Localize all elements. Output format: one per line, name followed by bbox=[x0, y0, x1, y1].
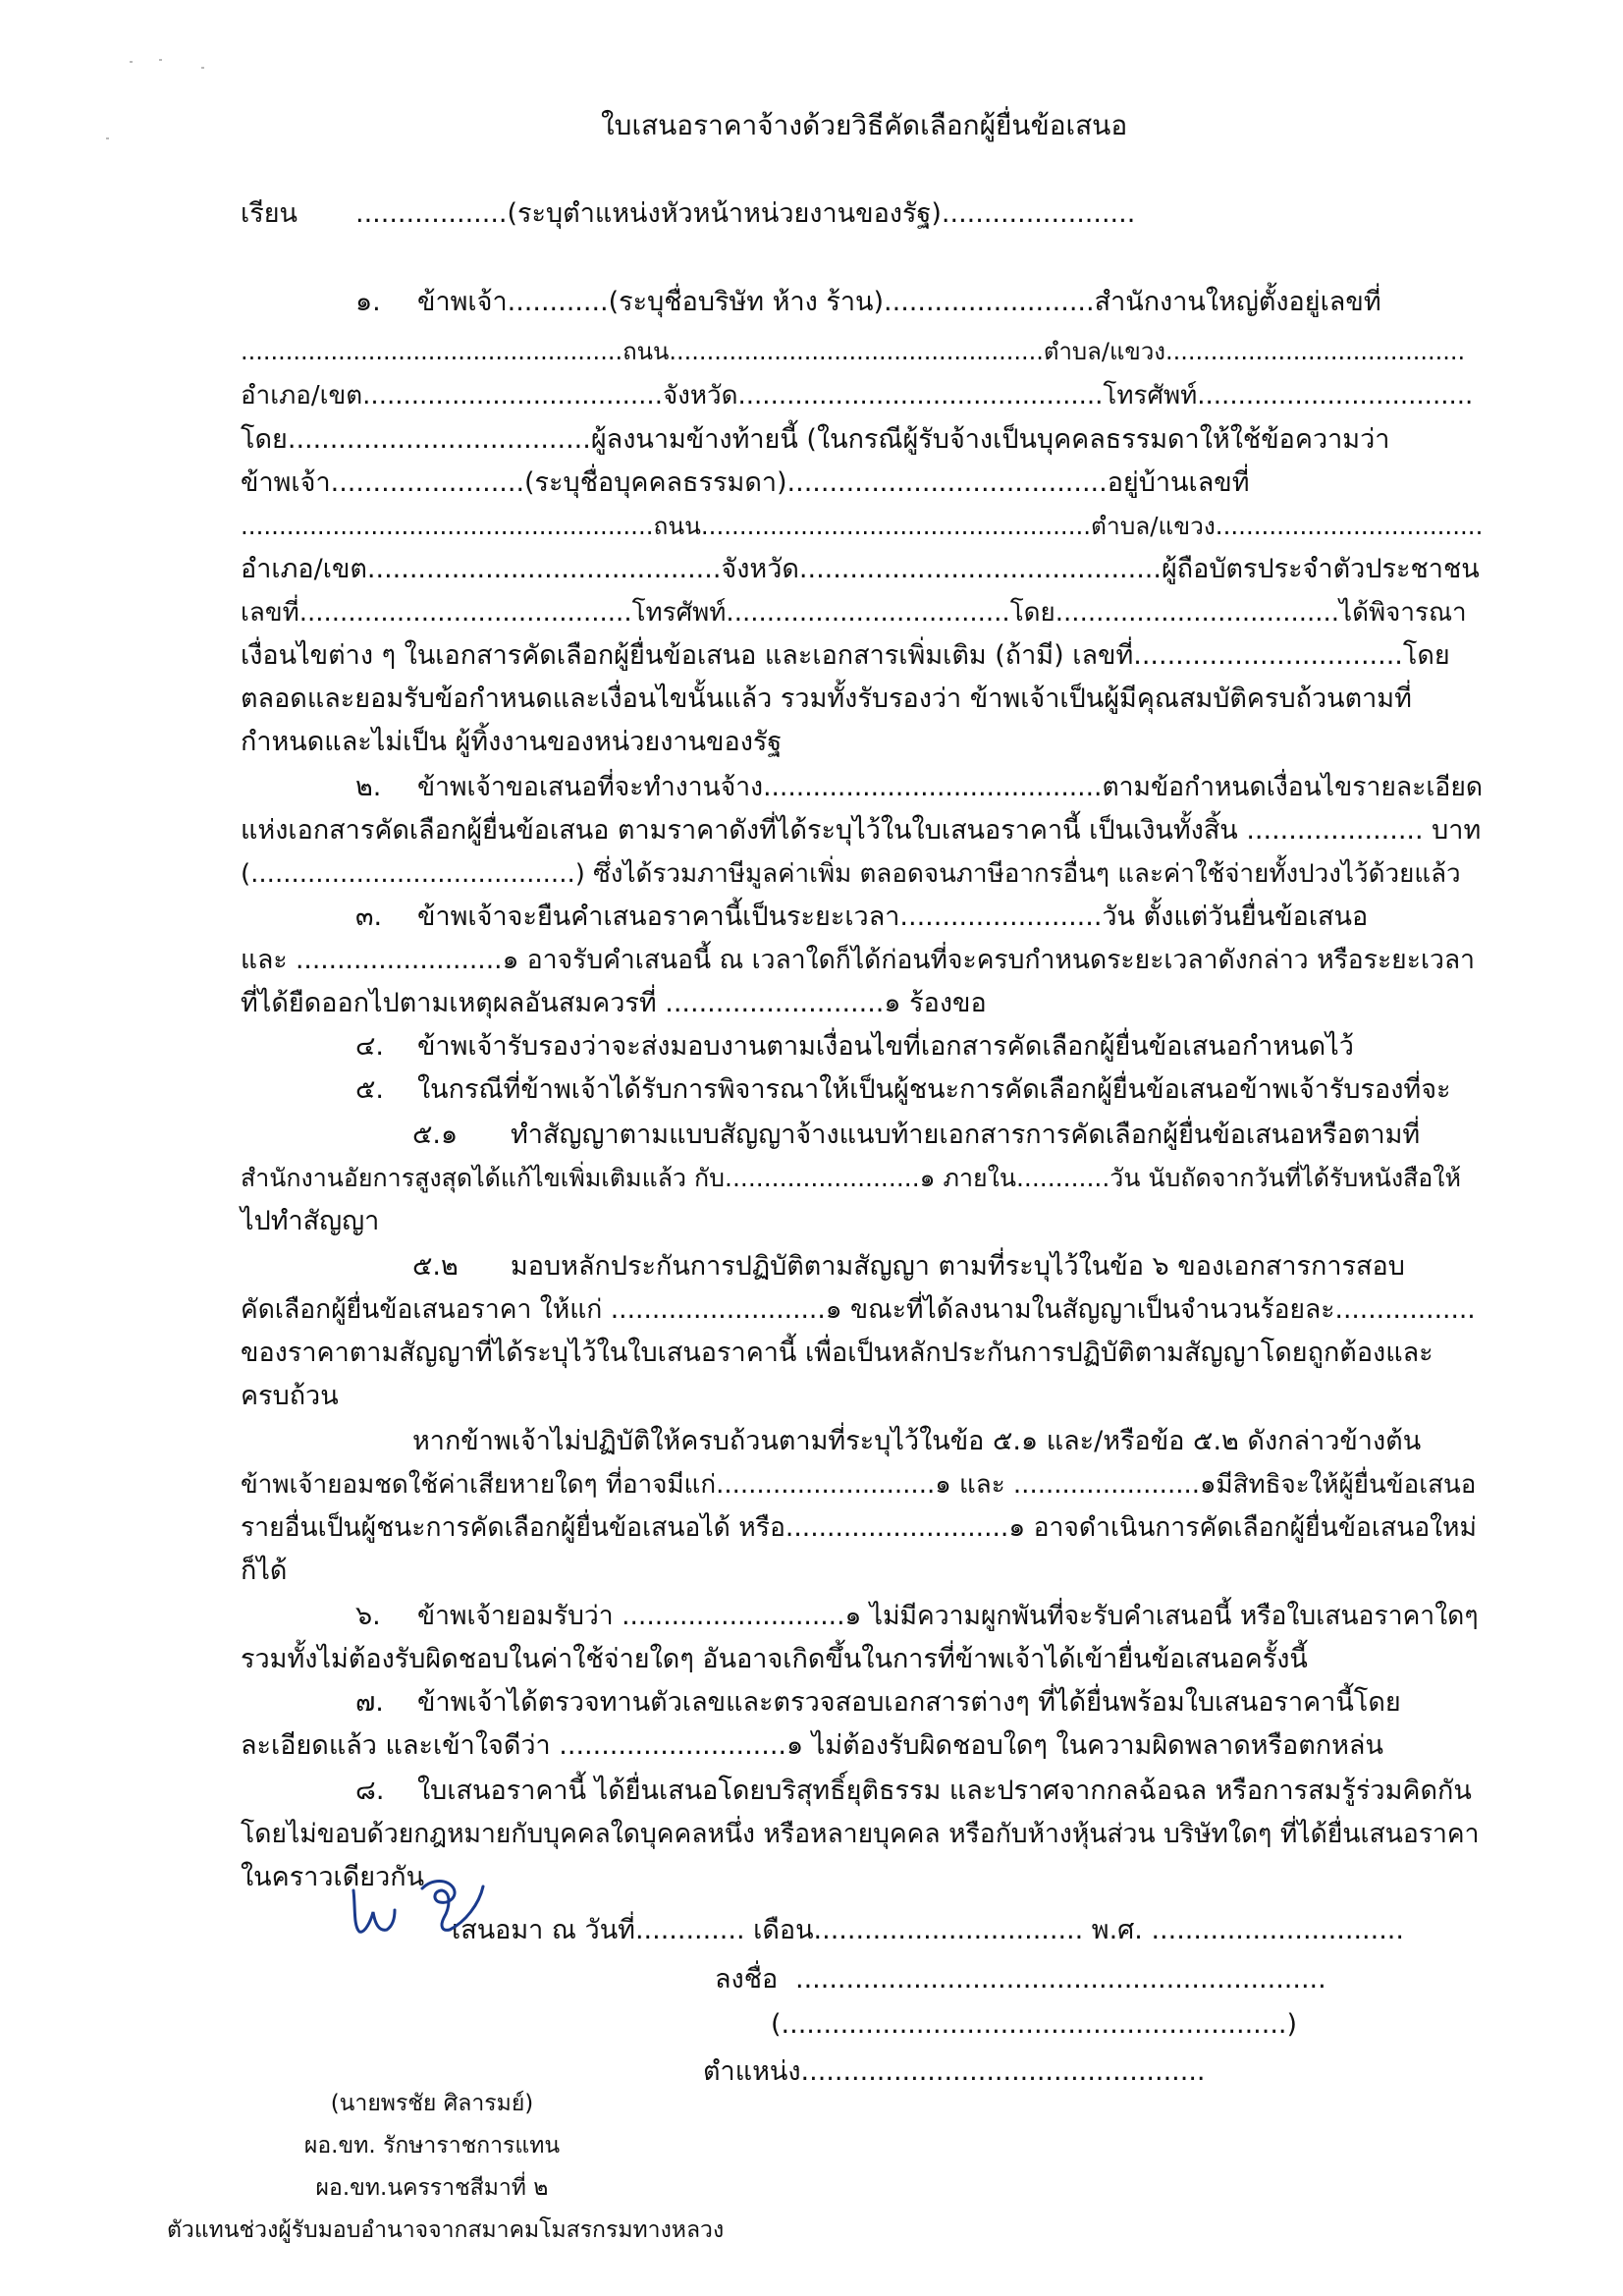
item-number: ๖. bbox=[355, 1601, 381, 1631]
body-line: ของราคาตามสัญญาที่ได้ระบุไว้ในใบเสนอราคานี้ เพื่อเป็นหลักประกันการปฏิบัติตามสัญญาโดยถูกต้องและ bbox=[241, 1338, 1434, 1368]
recipient-value: ..................(ระบุตำแหน่งหัวหน้าหน่วยงานของรัฐ)....................... bbox=[355, 198, 1136, 229]
body-line: (........................................) ซึ่งได้รวมภาษีมูลค่าเพิ่ม ตลอดจนภาษีอากรอื่นๆ และค่าใช้จ่ายทั้งปวงไว้ด้วยแล้ว bbox=[241, 859, 1461, 889]
offer-date-line: เสนอมา ณ วันที่............. เดือน................................ พ.ศ. .............................. bbox=[452, 1915, 1404, 1945]
signatory-authority: ตัวแทนช่วงผู้รับมอบอำนาจจากสมาคมโมสรกรมทางหลวง bbox=[167, 2217, 725, 2243]
sub-item-number: ๕.๑ bbox=[412, 1120, 459, 1150]
body-line: ข้าพเจ้าขอเสนอที่จะทำงานจ้าง.........................................ตามข้อกำหนดเงื่อนไขรายละเอียด bbox=[417, 772, 1484, 802]
body-line: หากข้าพเจ้าไม่ปฏิบัติให้ครบถ้วนตามที่ระบุไว้ในข้อ ๕.๑ และ/หรือข้อ ๕.๒ ดังกล่าวข้างต้น bbox=[412, 1426, 1422, 1456]
body-line: อำเภอ/เขต..........................................จังหวัด...........................................ผู้ถือบัตรประจำตัวประชาชน bbox=[241, 554, 1480, 584]
item-number: ๓. bbox=[355, 902, 383, 932]
signatory-role: ผอ.ขท.นครราชสีมาที่ ๒ bbox=[315, 2175, 549, 2201]
scan-speck bbox=[201, 67, 204, 69]
body-line: ก็ได้ bbox=[241, 1556, 288, 1586]
signer-name-field: (............................................................) bbox=[771, 2009, 1298, 2040]
body-line: ละเอียดแล้ว และเข้าใจดีว่า ...........................๑ ไม่ต้องรับผิดชอบใดๆ ในความผิดพลาดหรือตกหล่น bbox=[241, 1730, 1383, 1761]
scan-speck bbox=[130, 61, 133, 63]
body-line: ที่ได้ยืดออกไปตามเหตุผลอันสมควรที่ ..........................๑ ร้องขอ bbox=[241, 988, 987, 1018]
body-line: รายอื่นเป็นผู้ชนะการคัดเลือกผู้ยื่นข้อเสนอได้ หรือ...........................๑ อาจดำเนินการคัดเลือกผู้ยื่นข้อเสนอใหม่ bbox=[241, 1512, 1477, 1543]
item-number: ๘. bbox=[355, 1776, 385, 1806]
scan-speck bbox=[159, 59, 162, 61]
item-number: ๒. bbox=[355, 772, 382, 802]
sign-label: ลงชื่อ bbox=[715, 1964, 779, 1995]
sub-item-number: ๕.๒ bbox=[412, 1251, 459, 1282]
body-line: สำนักงานอัยการสูงสุดได้แก้ไขเพิ่มเติมแล้ว กับ.........................๑ ภายใน............วัน นับถัดจากวันที่ได้รับหนังสือให้ bbox=[241, 1164, 1461, 1192]
body-line: อำเภอ/เขต.....................................จังหวัด.............................................โทรศัพท์.................................. bbox=[241, 381, 1474, 410]
body-line: ตลอดและยอมรับข้อกำหนดและเงื่อนไขนั้นแล้ว รวมทั้งรับรองว่า ข้าพเจ้าเป็นผู้มีคุณสมบัติครบถ้วนตามที่ bbox=[241, 683, 1412, 714]
body-line: ...................................................ถนน..................................................ตำบล/แขวง........................................ bbox=[241, 338, 1466, 365]
body-line: คัดเลือกผู้ยื่นข้อเสนอราคา ให้แก่ ..........................๑ ขณะที่ได้ลงนามในสัญญาเป็นจำนวนร้อยละ................. bbox=[241, 1294, 1476, 1325]
body-line: ข้าพเจ้า............(ระบุชื่อบริษัท ห้าง ร้าน).........................สำนักงานใหญ่ตั้งอยู่เลขที่ bbox=[417, 287, 1381, 317]
item-number: ๗. bbox=[355, 1687, 384, 1718]
body-line: เงื่อนไขต่าง ๆ ในเอกสารคัดเลือกผู้ยื่นข้อเสนอ และเอกสารเพิ่มเติม (ถ้ามี) เลขที่................................โดย bbox=[241, 640, 1450, 671]
body-line: ข้าพเจ้าได้ตรวจทานตัวเลขและตรวจสอบเอกสารต่างๆ ที่ได้ยื่นพร้อมใบเสนอราคานี้โดย bbox=[417, 1687, 1401, 1718]
item-number: ๔. bbox=[355, 1031, 385, 1062]
body-line: ทำสัญญาตามแบบสัญญาจ้างแนบท้ายเอกสารการคัดเลือกผู้ยื่นข้อเสนอหรือตามที่ bbox=[511, 1120, 1421, 1150]
body-line: แห่งเอกสารคัดเลือกผู้ยื่นข้อเสนอ ตามราคาดังที่ได้ระบุไว้ในใบเสนอราคานี้ เป็นเงินทั้งสิ้น ..................... บาท bbox=[241, 815, 1482, 846]
body-line: โดย....................................ผู้ลงนามข้างท้ายนี้ (ในกรณีผู้รับจ้างเป็นบุคคลธรรมดาให้ใช้ข้อความว่า bbox=[241, 424, 1390, 455]
form-title: ใบเสนอราคาจ้างด้วยวิธีคัดเลือกผู้ยื่นข้อเสนอ bbox=[601, 109, 1128, 141]
body-line: ......................................................ถนน...................................................ตำบล/แขวง................................... bbox=[241, 512, 1484, 540]
item-number: ๕. bbox=[355, 1074, 385, 1105]
scan-speck bbox=[106, 137, 109, 139]
body-line: มอบหลักประกันการปฏิบัติตามสัญญา ตามที่ระบุไว้ในข้อ ๖ ของเอกสารการสอบ bbox=[511, 1251, 1405, 1282]
body-line: ไปทำสัญญา bbox=[241, 1206, 380, 1236]
item-number: ๑. bbox=[355, 287, 381, 317]
body-line: รวมทั้งไม่ต้องรับผิดชอบในค่าใช้จ่ายใดๆ อันอาจเกิดขึ้นในการที่ข้าพเจ้าได้เข้ายื่นข้อเสนอครั้งนี้ bbox=[241, 1644, 1308, 1674]
signatory-name: (นายพรชัย ศิลารมย์) bbox=[330, 2091, 534, 2116]
body-line: ข้าพเจ้า.......................(ระบุชื่อบุคคลธรรมดา)......................................อยู่บ้านเลขที่ bbox=[241, 467, 1250, 498]
body-line: ข้าพเจ้ายอมชดใช้ค่าเสียหายใดๆ ที่อาจมีแก่...........................๑ และ .......................๑มีสิทธิจะให้ผู้ยื่นข้อเสนอ bbox=[241, 1470, 1477, 1500]
body-line: และ .........................๑ อาจรับคำเสนอนี้ ณ เวลาใดก็ได้ก่อนที่จะครบกำหนดระยะเวลาดังกล่าว หรือระยะเวลา bbox=[241, 945, 1476, 975]
body-line: ในกรณีที่ข้าพเจ้าได้รับการพิจารณาให้เป็นผู้ชนะการคัดเลือกผู้ยื่นข้อเสนอข้าพเจ้ารับรองที่จะ bbox=[417, 1074, 1451, 1105]
signatory-role: ผอ.ขท. รักษาราชการแทน bbox=[303, 2133, 561, 2159]
body-line: โดยไม่ขอบด้วยกฎหมายกับบุคคลใดบุคคลหนึ่ง หรือหลายบุคคล หรือกับห้างหุ้นส่วน บริษัทใดๆ ที่ได้ยื่นเสนอราคา bbox=[241, 1819, 1480, 1849]
body-line: ข้าพเจ้ารับรองว่าจะส่งมอบงานตามเงื่อนไขที่เอกสารคัดเลือกผู้ยื่นข้อเสนอกำหนดไว้ bbox=[417, 1031, 1354, 1062]
body-line: ในคราวเดียวกัน bbox=[241, 1862, 425, 1892]
body-line: ข้าพเจ้าจะยืนคำเสนอราคานี้เป็นระยะเวลา........................วัน ตั้งแต่วันยื่นข้อเสนอ bbox=[417, 902, 1369, 932]
body-line: ข้าพเจ้ายอมรับว่า ...........................๑ ไม่มีความผูกพันที่จะรับคำเสนอนี้ หรือใบเสนอราคาใดๆ bbox=[417, 1601, 1479, 1631]
body-line: กำหนดและไม่เป็น ผู้ทิ้งงานของหน่วยงานของรัฐ bbox=[241, 727, 783, 757]
sign-dots: ............................................................... bbox=[795, 1964, 1326, 1995]
body-line: เลขที่.........................................โทรศัพท์...................................โดย...................................ได้พิจารณา bbox=[241, 598, 1467, 628]
position-line: ตำแหน่ง................................................ bbox=[703, 2056, 1206, 2087]
handwritten-signature-icon bbox=[346, 1861, 522, 1945]
body-line: ใบเสนอราคานี้ ได้ยื่นเสนอโดยบริสุทธิ์ยุติธรรม และปราศจากกลฉ้อฉล หรือการสมรู้ร่วมคิดกัน bbox=[417, 1776, 1472, 1806]
recipient-label: เรียน bbox=[241, 198, 298, 229]
body-line: ครบถ้วน bbox=[241, 1381, 339, 1411]
